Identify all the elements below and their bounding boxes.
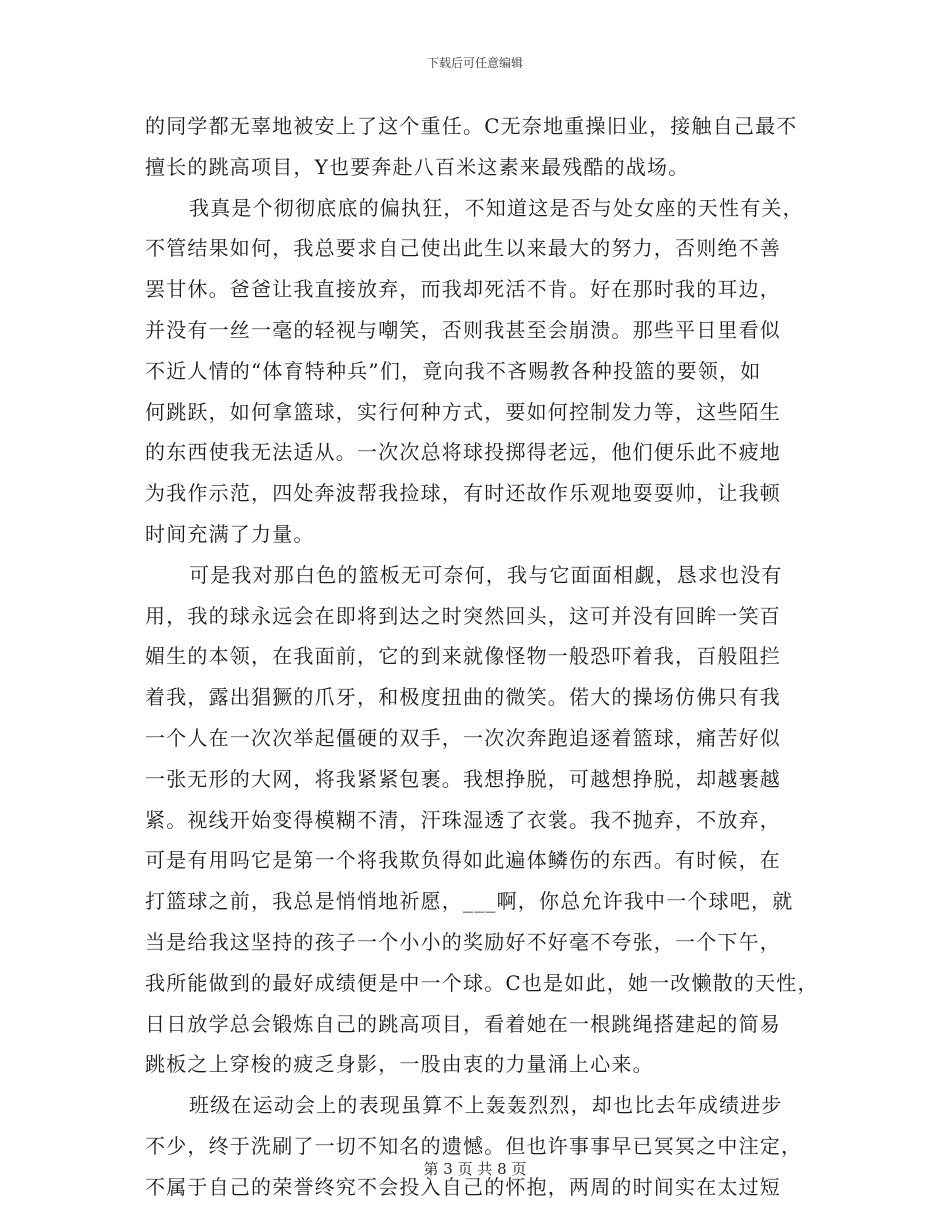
document-body [145, 106, 825, 1208]
text-line: 着我，露出猖獗的爪牙，和极度扭曲的微笑。偌大的操场仿佛只有我 [145, 685, 781, 710]
page-footer: 第 3 页 共 8 页 [423, 1160, 527, 1178]
text-line: 我真是个彻彻底底的偏执狂，不知道这是否与处女座的天性有关， [189, 195, 804, 220]
text-line: 媚生的本领，在我面前，它的到来就像怪物一般恐吓着我，百般阻拦 [145, 644, 781, 669]
text-line: 跳板之上穿梭的疲乏身影，一股由衷的力量涌上心来。 [145, 1052, 654, 1077]
text-line: 用，我的球永远会在即将到达之时突然回头，这可并没有回眸一笑百 [145, 603, 781, 628]
text-line: 并没有一丝一毫的轻视与嘲笑，否则我甚至会崩溃。那些平日里看似 [145, 317, 781, 342]
text-line: 的东西使我无法适从。一次次总将球投掷得老远，他们便乐此不疲地 [145, 440, 781, 465]
text-line: 何跳跃，如何拿篮球，实行何种方式，要如何控制发力等，这些陌生 [145, 399, 781, 424]
text-line: 不管结果如何，我总要求自己使出此生以来最大的努力，否则绝不善 [145, 236, 781, 261]
text-line: 的同学都无辜地被安上了这个重任。C无奈地重操旧业，接触自己最不 [145, 114, 798, 138]
text-line: 一张无形的大网，将我紧紧包裹。我想挣脱，可越想挣脱，却越裹越 [145, 766, 781, 791]
text-line: 一个人在一次次举起僵硬的双手，一次次奔跑追逐着篮球，痛苦好似 [145, 725, 781, 750]
text-line: 当是给我这坚持的孩子一个小小的奖励好不好毫不夸张，一个下午， [145, 929, 781, 954]
text-line: 紧。视线开始变得模糊不清，汗珠湿透了衣裳。我不抛弃，不放弃， [145, 807, 781, 832]
text-line: 擅长的跳高项目，Y也要奔赴八百米这素来最残酷的战场。 [145, 154, 690, 179]
text-line: 不近人情的“体育特种兵”们，竟向我不吝赐教各种投篮的要领，如 [145, 358, 762, 383]
text-line: 日日放学总会锻炼自己的跳高项目，看着她在一根跳绳搭建起的简易 [145, 1011, 781, 1036]
text-line: 不少，终于洗刷了一切不知名的遗憾。但也许事事早已冥冥之中注定， [145, 1133, 803, 1158]
text-line: 时间充满了力量。 [145, 521, 315, 546]
text-line: 我所能做到的最好成绩便是中一个球。C也是如此，她一改懒散的天性， [145, 970, 819, 995]
text-line: 为我作示范，四处奔波帮我捡球，有时还故作乐观地耍耍帅，让我顿 [145, 481, 781, 506]
text-line: 可是有用吗它是第一个将我欺负得如此遍体鳞伤的东西。有时候，在 [145, 848, 781, 873]
text-line: 可是我对那白色的篮板无可奈何，我与它面面相觑，恳求也没有 [189, 562, 783, 587]
text-line: 不属于自己的荣誉终究不会投入自己的怀抱，两周的时间实在太过短 [145, 1174, 781, 1199]
text-line: 罢甘休。爸爸让我直接放弃，而我却死活不肯。好在那时我的耳边， [145, 277, 781, 302]
text-line: 班级在运动会上的表现虽算不上轰轰烈烈，却也比去年成绩进步 [189, 1093, 783, 1118]
page-header: 下载后可任意编辑 [426, 56, 523, 70]
text-line: 打篮球之前，我总是悄悄地祈愿，___啊，你总允许我中一个球吧，就 [145, 889, 794, 914]
